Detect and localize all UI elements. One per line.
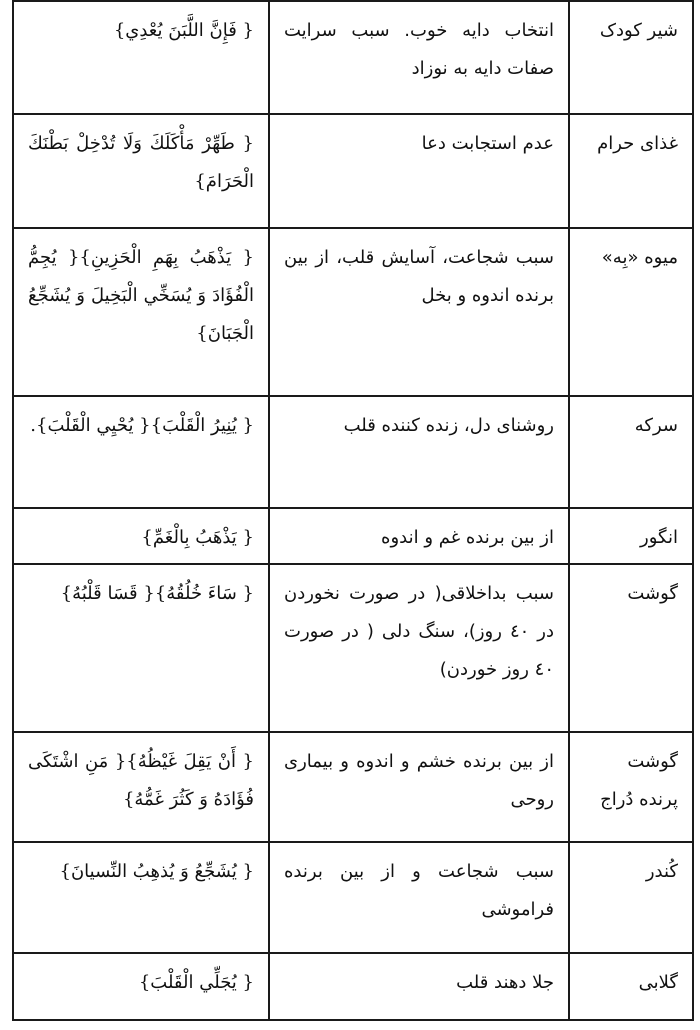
effect-cell: سبب بداخلاقی( در صورت نخوردن در ٤٠ روز)، سنگ دلی ( در صورت ٤٠ روز خوردن) (269, 564, 569, 732)
table-row (13, 732, 693, 842)
hadith-quote-cell: { أَنْ يَقِلَ غَيْظُهُ}{ مَنِ اشْتَكَى فُؤَادَهُ وَ كَثُرَ غَمُّهُ} (13, 732, 269, 842)
effect-cell: از بین برنده غم و اندوه (269, 508, 569, 564)
food-name-cell: میوه «بِه» (569, 228, 693, 396)
hadith-quote-cell: { يَذْهَبُ بِالْغَمِّ} (13, 508, 269, 564)
table-row (13, 508, 693, 564)
table-row (13, 228, 693, 396)
effect-cell: سبب شجاعت، آسایش قلب، از بین برنده اندوه و بخل (269, 228, 569, 396)
food-name-cell: گلابی (569, 953, 693, 1020)
food-name-cell: انگور (569, 508, 693, 564)
effect-cell: روشنای دل، زنده کننده قلب (269, 396, 569, 508)
content-table-wrapper (12, 0, 688, 1018)
effect-cell: عدم استجابت دعا (269, 114, 569, 228)
hadith-quote-cell: { فَإِنَّ اللَّبَنَ يُعْدِي} (13, 1, 269, 114)
table-row (13, 953, 693, 1020)
table-row (13, 1, 693, 114)
table-row (13, 564, 693, 732)
food-name-cell: گوشت (569, 564, 693, 732)
hadith-quote-cell: { يَذْهَبُ بِهَمِ الْحَزِينِ}{ يُجِمُّ الْفُؤَادَ وَ يُسَخِّي الْبَخِيلَ وَ يُشَجِّعُ الْجَبَانَ} (13, 228, 269, 396)
hadith-quote-cell: { سَاءَ خُلُقُهُ}{ قَسَا قَلْبُهُ} (13, 564, 269, 732)
food-name-cell: سرکه (569, 396, 693, 508)
food-name-cell: کُندر (569, 842, 693, 953)
food-name-cell: گوشت پرنده دُراج (569, 732, 693, 842)
table-row (13, 114, 693, 228)
hadith-quote-cell: { يُنِيرُ الْقَلْبَ}{ يُحْيِي الْقَلْبَ}. (13, 396, 269, 508)
effect-cell: از بین برنده خشم و اندوه و بیماری روحی (269, 732, 569, 842)
effect-cell: جلا دهند قلب (269, 953, 569, 1020)
food-name-cell: غذای حرام (569, 114, 693, 228)
hadith-quote-cell: { يُشَجِّعُ وَ يُذهِبُ النِّسيانَ} (13, 842, 269, 953)
table-row (13, 396, 693, 508)
food-name-cell: شیر کودک (569, 1, 693, 114)
hadith-quote-cell: { يُجَلِّي الْقَلْبَ} (13, 953, 269, 1020)
table-row (13, 842, 693, 953)
foods-effects-table (12, 0, 694, 1021)
effect-cell: سبب شجاعت و از بین برنده فراموشی (269, 842, 569, 953)
hadith-quote-cell: { طَهِّرْ مَأْكَلَكَ وَلَا تُدْخِلْ بَطْنَكَ الْحَرَامَ} (13, 114, 269, 228)
effect-cell: انتخاب دایه خوب. سبب سرایت صفات دایه به نوزاد (269, 1, 569, 114)
